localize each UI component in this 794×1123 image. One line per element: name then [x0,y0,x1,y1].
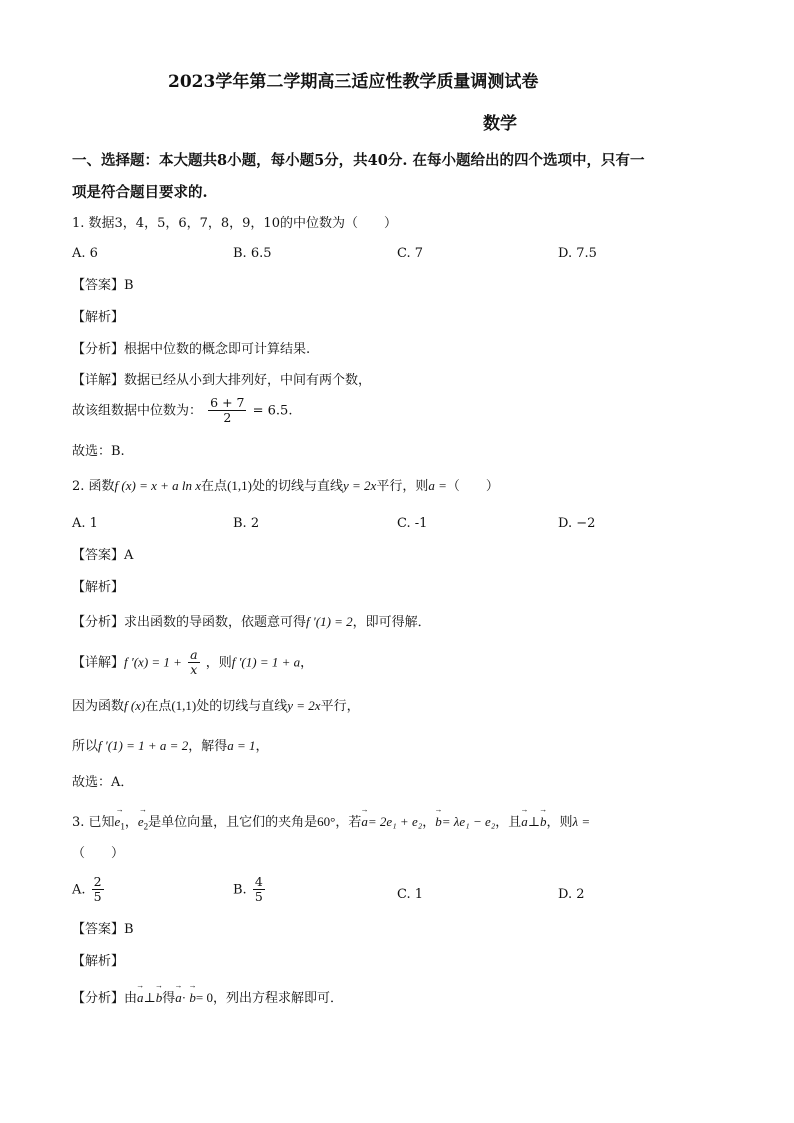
xiangjie-tag: 【详解】 [72,655,125,671]
q3-e2-letter: e [137,814,144,829]
section-heading-line1: 一、选择题：本大题共8小题，每小题5分，共40分. 在每小题给出的四个选项中，只有一 [72,152,645,169]
q2-option-a: A. 1 [72,516,98,531]
q1-conclusion: 故选：B. [72,444,125,459]
q1-frac-den: 2 [223,410,232,426]
q3-e1: → $e_1$ [115,814,125,832]
q2-detail-1 [72,648,313,678]
q3-vec-a: → a [361,814,368,830]
q2-function: f (x) = x + a ln x [114,478,202,493]
q3-opt-b-den: 5 [254,889,263,905]
q2-frac-den: x [190,662,198,678]
q3-vec-b: → b [435,814,442,830]
q3-stem-d: ， [422,815,436,830]
q3-option-a-letter: A. [72,882,86,898]
answer-tag: 【答案】 [72,278,125,293]
q3-a-def: = 2e₁ + e₂ [367,814,423,829]
fenxi-tag: 【分析】 [72,342,125,357]
q2-fenxi-b: ，即可得解． [352,615,431,630]
q1-detail-1-text: 数据已经从小到大排列好，中间有两个数， [124,373,372,388]
q3-fenxi-perp: ⊥ [143,990,156,1005]
q3-lambda: λ = [572,814,591,829]
answer-tag: 【答案】 [72,548,125,563]
q3-e2: → $e_2$ [138,814,148,832]
q3-stem-line1 [72,814,590,832]
q3-fenxi-vec-b: → b [156,990,163,1006]
q1-answer [72,278,134,294]
q2-fenxi-a: 求出函数的导函数，依题意可得 [124,615,307,630]
q2-option-c: C. -1 [397,516,428,531]
q2-stem-e: （ ） [446,479,499,494]
q1-option-c: C. 7 [397,246,424,261]
q3-option-a [72,875,106,905]
q2-detail-eq2: f ′(1) = 1 + a [231,654,301,670]
q2-line3-c: ， [255,739,269,754]
q3-option-c: C. 1 [397,887,424,902]
q2-line3-res: a = 1 [227,738,256,753]
q2-conclusion: 故选：A． [72,775,134,790]
q2-detail-3 [72,738,269,755]
q3-fenxi-b: 得 [162,991,176,1006]
q3-fenxi [72,990,343,1007]
q2-line2-a: 因为函数 [72,699,125,714]
fenxi-tag: 【分析】 [72,991,125,1006]
q1-option-a: A. 6 [72,246,98,261]
q3-stem-c: ，若 [335,815,362,830]
q3-fenxi-vec-b2: → b [189,990,196,1006]
q1-stem: 1. 数据3，4，5，6，7，8，9，10的中位数为（ ） [72,216,397,231]
q2-line2-line: y = 2x [287,698,321,713]
xiangjie-tag: 【详解】 [72,373,125,388]
fenxi-tag: 【分析】 [72,615,125,630]
q2-line2-d: 平行， [320,699,360,714]
q3-stem-paren: （ ） [72,846,125,861]
q2-stem-d: 平行，则 [376,479,429,494]
exam-title: 2023学年第二学期高三适应性教学质量调测试卷 [168,72,539,92]
q2-detail-then: ，则 [205,655,232,671]
q2-line2-b: 在点 [145,699,172,714]
q3-analysis-tag: 【解析】 [72,954,125,969]
q2-detail-2 [72,698,360,715]
q2-line2-c: 处的切线与直线 [196,699,288,714]
q1-option-b: B. 6.5 [233,246,272,261]
q2-answer [72,548,133,564]
q1-answer-value: B [124,278,134,293]
q3-vec-b2: → b [540,814,547,830]
q2-var: a = [428,478,447,493]
q2-line: y = 2x [343,478,377,493]
q3-option-a-frac [92,875,104,905]
q3-stem-b: 是单位向量，且它们的夹角是 [148,815,318,830]
q3-perp: ⊥ [527,814,541,829]
q3-option-d: D. 2 [558,887,585,902]
q2-answer-value: A [124,548,134,563]
q3-vec-a2: → a [521,814,528,830]
q3-fenxi-c: ，列出方程求解即可． [212,991,343,1006]
q3-fenxi-vec-a2: → a [175,990,182,1006]
q3-e1-letter: e [114,814,121,829]
q3-fenxi-vec-a: → a [137,990,144,1006]
q2-line3-a: 所以 [72,739,99,754]
q2-point: (1,1) [227,478,252,493]
q1-fenxi [72,342,310,358]
q2-stem-b: 在点 [201,479,228,494]
q2-line3-eq: f ′(1) = 1 + a = 2 [98,738,189,753]
q2-stem-c: 处的切线与直线 [251,479,343,494]
subject-title: 数学 [483,114,517,134]
q2-frac-num: a [190,647,198,662]
q2-line3-b: ，解得 [188,739,228,754]
q3-stem-e: ，且 [495,815,522,830]
q1-frac-num: 6 + 7 [210,395,245,410]
q3-option-b-letter: B. [233,882,247,898]
q3-b-def: = λe₁ − e₂ [441,814,496,829]
q1-analysis-tag: 【解析】 [72,310,125,325]
q3-stem-f: ，则 [546,815,573,830]
q2-line2-pt: (1,1) [171,698,197,713]
q1-detail-2 [72,396,292,426]
q3-fenxi-a: 由 [124,991,138,1006]
q3-answer-value: B [124,922,134,937]
q2-fraction [188,648,199,678]
q2-option-b: B. 2 [233,516,260,531]
q2-fenxi-eq: f ′(1) = 2 [306,614,353,629]
q1-option-d: D. 7.5 [558,246,597,261]
section-heading-line2: 项是符合题目要求的. [72,184,208,201]
q2-analysis-tag: 【解析】 [72,580,125,595]
q2-line2-f: f (x) [124,698,146,713]
q3-fenxi-dot: · [181,990,190,1005]
q3-stem-a: 3. 已知 [72,815,115,830]
q3-answer [72,922,134,938]
q2-detail-eq1: f ′(x) = 1 + [124,654,182,670]
q3-angle: 60° [317,814,336,829]
q3-fenxi-zero: = 0 [195,990,213,1005]
q1-detail-2-prefix: 故该组数据中位数为： [72,403,203,419]
answer-tag: 【答案】 [72,922,125,937]
q3-sep: ， [124,815,138,830]
q3-opt-a-num: 2 [93,874,102,889]
q3-option-b [233,875,267,905]
q2-option-d: D. −2 [558,516,596,531]
q2-stem-a: 2. 函数 [72,479,115,494]
q1-fenxi-text: 根据中位数的概念即可计算结果. [124,342,311,357]
q3-option-b-frac [253,875,265,905]
q1-detail-2-suffix: = 6.5. [252,403,293,419]
q1-detail-1 [72,373,371,389]
q2-detail-end: ， [300,655,314,671]
q3-opt-a-den: 5 [93,889,102,905]
q2-fenxi [72,614,431,631]
q3-opt-b-num: 4 [254,874,263,889]
q1-fraction [208,396,246,426]
q2-stem [72,478,499,495]
